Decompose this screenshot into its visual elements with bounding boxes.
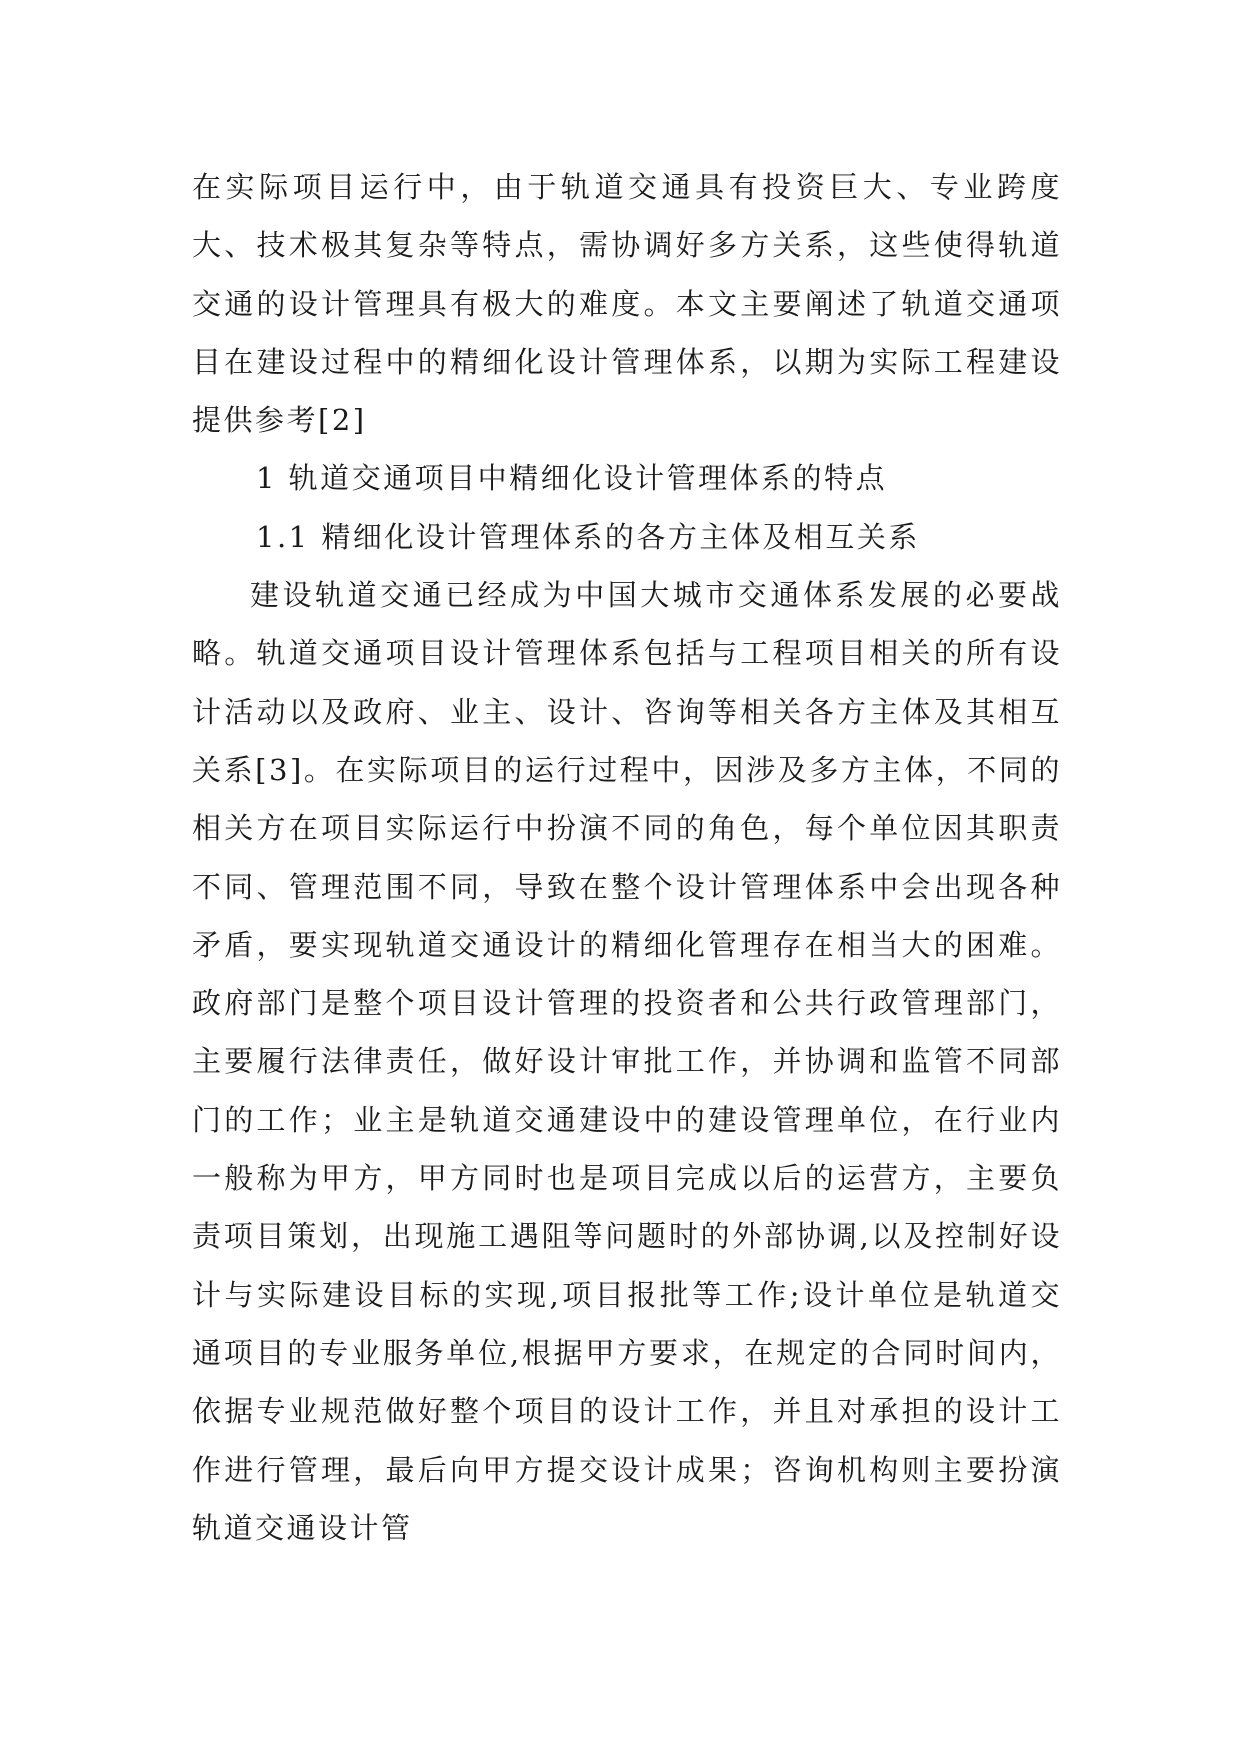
section-heading-1: 1 轨道交通项目中精细化设计管理体系的特点 bbox=[256, 461, 888, 496]
paragraph-design-management-parties: 建设轨道交通已经成为中国大城市交通体系发展的必要战略。轨道交通项目设计管理体系包括与工程项目相关的所有设计活动以及政府、业主、设计、咨询等相关各方主体及其相互关系[3]。在实际项目的运行过程中，因涉及多方主体，不同的相关方在项目实际运行中扮演不同的角色，每个单位因其职责不同、管理范围不同，导致在整个设计管理体系中会出现各种矛盾，要实现轨道交通设计的精细化管理存在相当大的困难。政府部门是整个项目设计管理的投资者和公共行政管理部门，主要履行法律责任，做好设计审批工作，并协调和监管不同部门的工作；业主是轨道交通建设中的建设管理单位，在行业内一般称为甲方，甲方同时也是项目完成以后的运营方，主要负责项目策划，出现施工遇阻等问题时的外部协调,以及控制好设计与实际建设目标的实现,项目报批等工作;设计单位是轨道交通项目的专业服务单位,根据甲方要求，在规定的合同时间内，依据专业规范做好整个项目的设计工作，并且对承担的设计工作进行管理，最后向甲方提交设计成果；咨询机构则主要扮演轨道交通设计管 bbox=[192, 578, 1062, 1545]
subsection-heading-1-1: 1.1 精细化设计管理体系的各方主体及相互关系 bbox=[256, 519, 920, 554]
paragraph-intro-continuation: 在实际项目运行中，由于轨道交通具有投资巨大、专业跨度大、技术极其复杂等特点，需协调好多方关系，这些使得轨道交通的设计管理具有极大的难度。本文主要阐述了轨道交通项目在建设过程中的精细化设计管理体系，以期为实际工程建设提供参考[2] bbox=[192, 170, 1062, 438]
document-body bbox=[192, 158, 1062, 1557]
